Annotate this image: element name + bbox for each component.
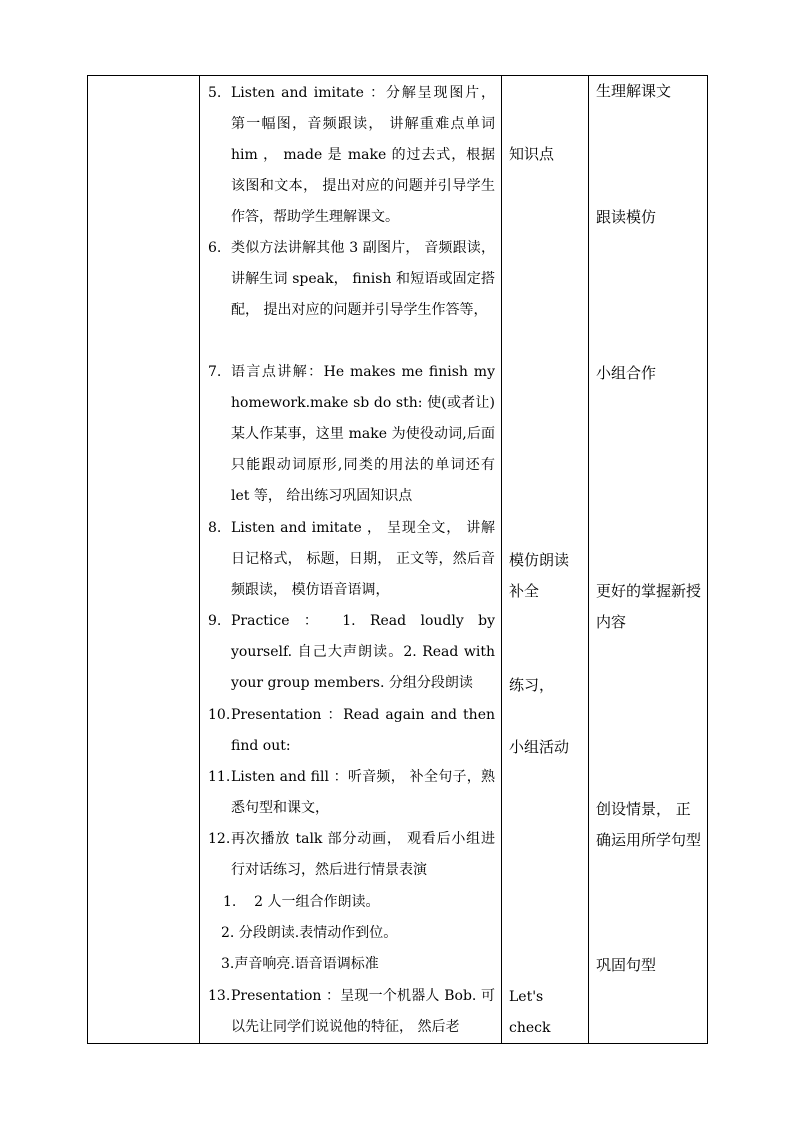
- substep-item: 1. 2 人一组合作朗读。: [223, 894, 380, 910]
- substep-item: 2. 分段朗读.表情动作到位。: [221, 925, 398, 941]
- student-activity-cell: [502, 76, 589, 1044]
- step-item: 13. Presentation ：呈现一个机器人 Bob. 可以先让同学们说说他的特征， 然后老: [208, 988, 495, 1035]
- table-row: [88, 76, 708, 1044]
- intention-note: 生理解课文: [596, 82, 672, 100]
- design-intention-cell: [589, 76, 708, 1044]
- intention-note: 更好的掌握新授内容: [596, 582, 702, 631]
- step-item: 5. Listen and imitate ：分解呈现图片， 第一幅图，音频跟读， 讲解重难点单词 him ， made 是 make 的过去式，根据该图和文本， 提出对应的问题并引导学生作答，帮助学生理解课文。: [208, 85, 495, 225]
- step-item: 11. Listen and fill ：听音频， 补全句子，熟悉句型和课文，: [208, 769, 495, 816]
- intention-note: 巩固句型: [596, 956, 657, 974]
- step-item: 9. Practice ： 1. Read loudly by yourself. 自己大声朗读。2. Read with your group members. 分组分段朗读: [208, 613, 495, 691]
- activity-note: 模仿朗读: [509, 551, 570, 569]
- intention-note: 小组合作: [596, 364, 657, 382]
- step-item: 6. 类似方法讲解其他 3 副图片， 音频跟读， 讲解生词 speak， finish 和短语或固定搭配， 提出对应的问题并引导学生作答等，: [208, 240, 495, 318]
- lesson-plan-table: [87, 75, 708, 1044]
- intention-note: 创设情景， 正确运用所学句型: [596, 800, 702, 849]
- intention-note: 跟读模仿: [596, 208, 657, 226]
- step-item: 10. Presentation ：Read again and then find out:: [208, 707, 495, 754]
- activity-note: Let's check: [509, 989, 551, 1036]
- substep-item: 3.声音响亮.语音语调标准: [221, 956, 379, 972]
- step-item: 7. 语言点讲解：He makes me finish my homework.make sb do sth: 使(或者让)某人作某事，这里 make 为使役动词,后面只能跟动词原形,同类的用法的单词还有 let 等， 给出练习巩固知识点: [208, 364, 495, 504]
- activity-note: 补全: [509, 582, 540, 600]
- activity-note: 小组活动: [509, 738, 570, 756]
- step-item: 8. Listen and imitate ， 呈现全文， 讲解日记格式， 标题，日期， 正文等，然后音频跟读， 模仿语音语调，: [208, 520, 495, 598]
- teaching-steps-cell: [200, 76, 502, 1044]
- empty-cell: [88, 76, 200, 1044]
- step-item: 12. 再次播放 talk 部分动画， 观看后小组进行对话练习，然后进行情景表演: [208, 831, 495, 878]
- activity-note: 知识点: [509, 145, 555, 163]
- activity-note: 练习，: [509, 676, 555, 694]
